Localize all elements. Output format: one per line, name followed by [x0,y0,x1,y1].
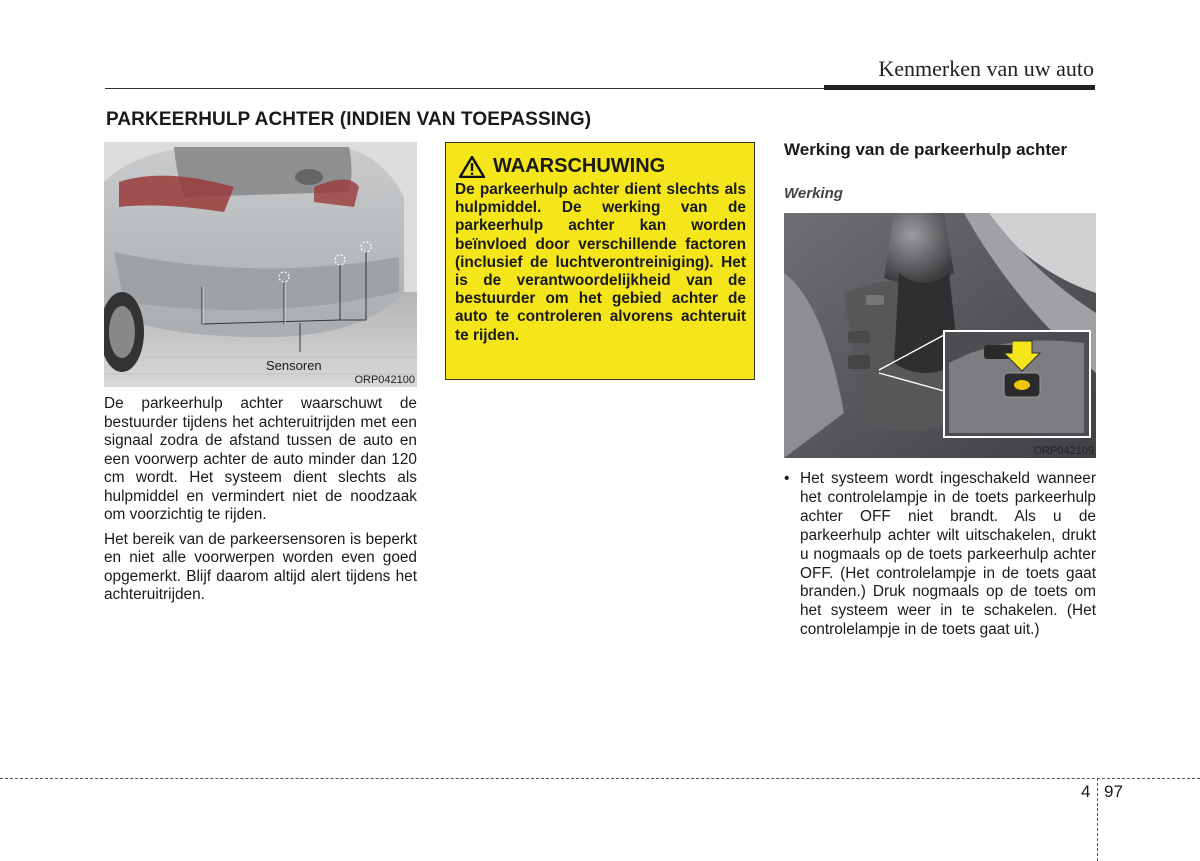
warning-box [445,142,755,380]
bullet-text: Het systeem wordt ingeschakeld wanneer het controlelampje in de toets parkeerhulp achter OFF niet brandt. Als u de parkeerhulp achter wilt uitschakelen, drukt u nogmaals op de toets parkeerhulp achter OFF. (Het controlelampje in de toets gaat branden.) Druk nogmaals op de toets om het systeem weer in te schakelen. (Het controlelampje in de toets gaat uit.) [800,470,1096,639]
figure-code: ORP042100 [354,374,415,386]
warning-text: De parkeerhulp achter dient slechts als hulpmiddel. De werking van de parkeerhulp achter kan worden beïnvloed door verschillende factoren (inclusief de luchtverontreiniging). Het is de verantwoordelijkheid van de bestuurder om het gebied achter de auto te controleren alvorens achteruit te rijden. [455,181,746,344]
paragraph: De parkeerhulp achter waarschuwt de bestuurder tijdens het achteruitrijden met een signaal zodra de afstand tussen de auto en een voorwerp achter de auto minder dan 120 cm wordt. Het systeem dient slechts als hulpmiddel en vermindert niet de noodzaak om voorzichtig te rijden. [104,395,417,523]
gear-selector-photo [784,213,1096,458]
intro-text [104,395,417,611]
bullet-symbol: • [784,470,790,487]
footer-divider [1097,778,1098,861]
warning-header [459,155,665,178]
paragraph: Het bereik van de parkeersensoren is beperkt en niet alle voorwerpen worden even goed opgemerkt. Blijf daarom altijd alert tijdens het achteruitrijden. [104,530,417,603]
footer-rule [0,778,1200,779]
warning-title: WAARSCHUWING [493,155,666,177]
warning-triangle-icon [459,156,485,178]
chapter-number: 4 [1081,782,1091,801]
rear-bumper-photo [104,142,417,387]
subsection-heading: Werking van de parkeerhulp achter [784,140,1068,159]
sensors-label: Sensoren [266,358,322,373]
running-header-title: Kenmerken van uw auto [878,56,1094,81]
page-number: 97 [1104,782,1123,801]
figure-code: ORP042109 [1033,445,1094,457]
header-rule-accent [824,85,1095,90]
bullet-item [784,470,1096,640]
section-title: PARKEERHULP ACHTER (INDIEN VAN TOEPASSING) [106,109,592,130]
subsection-subheading: Werking [784,185,843,202]
